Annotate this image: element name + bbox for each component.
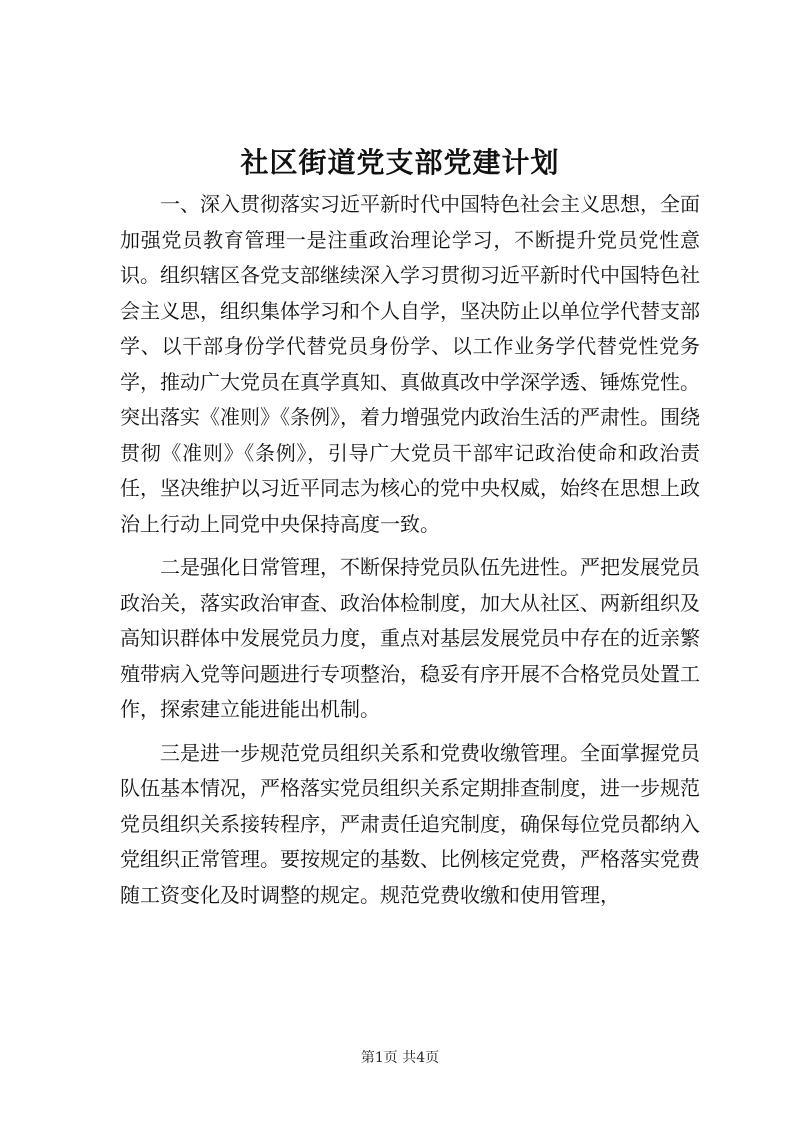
paragraph-3: 三是进一步规范党员组织关系和党费收缴管理。全面掌握党员队伍基本情况，严格落实党员组织关系定期排查制度，进一步规范党员组织关系接转程序，严肃责任追究制度，确保每位党员都纳入党组织正常管理。要按规定的基数、比例核定党费，严格落实党费随工资变化及时调整的规定。规范党费收缴和使用管理， — [120, 740, 700, 907]
document-body — [120, 187, 700, 913]
paragraph-1: 一、深入贯彻落实习近平新时代中国特色社会主义思想，全面加强党员教育管理一是注重政治理论学习，不断提升党员党性意识。组织辖区各党支部继续深入学习贯彻习近平新时代中国特色社会主义思，组织集体学习和个人自学，坚决防止以单位学代替支部学、以干部身份学代替党员身份学、以工作业务学代替党性党务学，推动广大党员在真学真知、真做真改中学深学透、锤炼党性。突出落实《准则》《条例》，着力增强党内政治生活的严肃性。围绕贯彻《准则》《条例》，引导广大党员干部牢记政治使命和政治责任，坚决维护以习近平同志为核心的党中央权威，始终在思想上政治上行动上同党中央保持高度一致。 — [120, 192, 700, 536]
paragraph-2: 二是强化日常管理，不断保持党员队伍先进性。严把发展党员政治关，落实政治审查、政治体检制度，加大从社区、两新组织及高知识群体中发展党员力度，重点对基层发展党员中存在的近亲繁殖带病入党等问题进行专项整治，稳妥有序开展不合格党员处置工作，探索建立能进能出机制。 — [120, 555, 700, 721]
page-footer: 第1页 共4页 — [360, 1050, 440, 1066]
document-title: 社区街道党支部党建计划 — [240, 146, 560, 179]
